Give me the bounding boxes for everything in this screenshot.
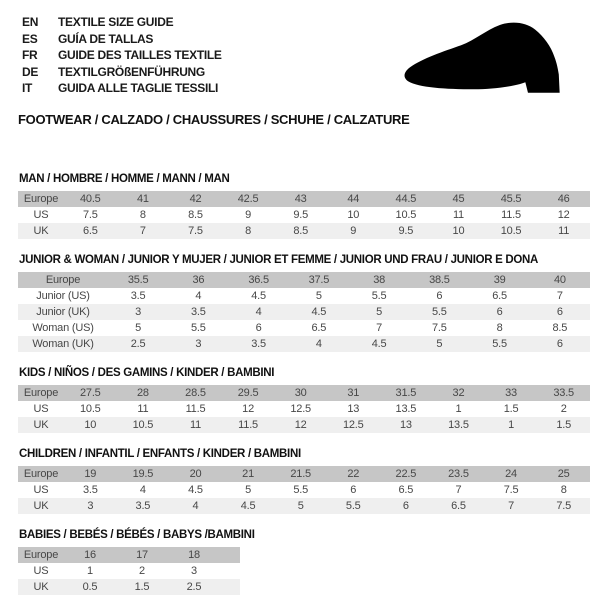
size-table [18, 547, 240, 595]
size-cell: 27.5 [79, 386, 101, 399]
size-cell: 21.5 [290, 467, 311, 480]
size-cell: 19 [84, 467, 97, 480]
size-cell: 10.5 [500, 224, 522, 237]
row-label-cell: Europe [23, 386, 59, 399]
size-cell: 46 [557, 192, 570, 205]
table-title: MAN / HOMBRE / HOMME / MANN / MAN [19, 172, 230, 185]
row-label-cell: US [33, 208, 49, 221]
size-cell: 13 [399, 418, 412, 431]
size-cell: 10 [452, 224, 465, 237]
size-cell: 8.5 [188, 208, 203, 221]
language-code: IT [22, 81, 33, 95]
spacer-cell [220, 547, 240, 563]
size-cell: 31.5 [395, 386, 417, 399]
size-cell: 11 [137, 402, 149, 415]
size-cell: 3.5 [130, 289, 146, 302]
size-cell: 18 [188, 548, 200, 561]
table-row [18, 385, 590, 401]
size-cell: 6.5 [451, 499, 466, 512]
size-cell: 45 [452, 192, 465, 205]
size-cell: 7 [556, 289, 563, 302]
size-cell: 44 [347, 192, 360, 205]
table-row [18, 547, 240, 563]
size-cell: 7 [455, 483, 462, 496]
size-table [18, 385, 590, 433]
size-cell: 5 [245, 483, 252, 496]
row-label-cell: UK [33, 418, 49, 431]
table-row [18, 223, 590, 239]
size-cell: 6 [350, 483, 357, 496]
size-section [18, 448, 590, 514]
size-cell: 7.5 [82, 208, 98, 221]
size-cell: 42 [189, 192, 202, 205]
size-cell: 7 [376, 321, 383, 334]
size-cell: 3 [87, 499, 94, 512]
size-cell: 10.5 [79, 402, 101, 415]
size-cell: 8 [139, 208, 146, 221]
row-label-cell: US [33, 483, 49, 496]
size-cell: 2 [560, 402, 567, 415]
size-cell: 12 [242, 402, 254, 415]
size-cell: 6 [556, 337, 563, 350]
language-code: ES [22, 31, 38, 46]
size-cell: 5 [436, 337, 443, 350]
size-cell: 21 [242, 467, 254, 480]
size-cell: 23.5 [448, 467, 469, 480]
size-cell: 10 [347, 208, 360, 221]
size-cell: 1.5 [556, 418, 572, 431]
size-cell: 32 [452, 386, 465, 399]
size-cell: 10.5 [395, 208, 417, 221]
language-label: GUIDA ALLE TAGLIE TESSILI [58, 81, 219, 95]
size-cell: 3 [191, 564, 197, 577]
size-cell: 4.5 [240, 499, 256, 512]
size-cell: 3.5 [135, 499, 151, 512]
size-cell: 25 [557, 467, 570, 480]
table-row [18, 207, 590, 223]
size-cell: 19.5 [132, 467, 154, 480]
size-cell: 9.5 [398, 224, 414, 237]
table-row [18, 563, 240, 579]
size-cell: 3 [195, 337, 202, 350]
size-cell: 43 [294, 192, 307, 205]
size-cell: 7 [139, 224, 146, 237]
row-label-cell: Woman (UK) [32, 337, 94, 350]
row-label-cell: UK [33, 580, 49, 593]
size-cell: 13.5 [448, 418, 469, 431]
size-cell: 3.5 [82, 483, 98, 496]
row-label-cell: Europe [23, 467, 59, 480]
row-label-cell: Junior (UK) [36, 305, 90, 318]
size-cell: 5.5 [293, 483, 309, 496]
table-title: JUNIOR & WOMAN / JUNIOR Y MUJER / JUNIOR ET FEMME / JUNIOR UND FRAU / JUNIOR E DONA [19, 253, 539, 266]
size-cell: 9 [245, 208, 252, 221]
size-cell: 13.5 [395, 402, 417, 415]
size-cell: 8.5 [293, 224, 309, 237]
size-cell: 1 [508, 418, 514, 431]
size-cell: 8 [245, 224, 252, 237]
table-row [18, 304, 590, 320]
size-cell: 16 [84, 548, 96, 561]
size-cell: 12.5 [290, 402, 311, 415]
size-cell: 5 [376, 305, 383, 318]
size-cell: 1.5 [503, 402, 519, 415]
table-row [18, 498, 590, 514]
size-cell: 2.5 [186, 580, 202, 593]
row-label-cell: Europe [23, 192, 59, 205]
language-code: EN [22, 15, 39, 29]
size-cell: 30 [294, 386, 307, 399]
size-cell: 4.5 [251, 289, 266, 302]
size-cell: 5.5 [191, 321, 206, 334]
size-cell: 5.5 [345, 499, 361, 512]
language-code: DE [22, 64, 39, 79]
size-cell: 7.5 [556, 499, 572, 512]
spacer-cell [220, 563, 240, 579]
size-cell: 36.5 [248, 273, 269, 286]
size-cell: 1 [455, 402, 462, 415]
size-cell: 10 [84, 418, 97, 431]
size-section [18, 173, 590, 239]
size-cell: 4 [139, 483, 146, 496]
language-label: GUIDE DES TAILLES TEXTILE [58, 48, 222, 62]
shoe-icon [395, 18, 580, 106]
size-cell: 29.5 [237, 386, 259, 399]
size-cell: 17 [136, 548, 148, 561]
size-cell: 1 [87, 564, 93, 577]
row-label-cell: UK [33, 224, 49, 237]
size-cell: 12 [557, 208, 570, 221]
size-cell: 38 [373, 273, 386, 286]
table-row [18, 272, 590, 288]
size-cell: 20 [189, 467, 202, 480]
size-cell: 5 [135, 321, 142, 334]
table-row [18, 191, 590, 207]
size-table [18, 191, 590, 239]
row-label-cell: US [33, 402, 49, 415]
row-label-cell: Europe [45, 273, 81, 286]
size-cell: 42.5 [237, 192, 259, 205]
size-cell: 11.5 [501, 208, 521, 221]
size-cell: 8 [560, 483, 567, 496]
size-cell: 11 [189, 418, 201, 431]
row-label-cell: US [33, 564, 49, 577]
size-cell: 9 [350, 224, 357, 237]
size-section [18, 529, 590, 595]
size-cell: 11 [452, 208, 464, 221]
size-cell: 4 [192, 499, 199, 512]
size-cell: 2.5 [130, 337, 146, 350]
language-label: TEXTILGRÖßENFÜHRUNG [58, 64, 205, 79]
size-cell: 24 [505, 467, 517, 480]
size-cell: 3.5 [191, 305, 206, 318]
size-cell: 35.5 [127, 273, 149, 286]
size-cell: 7 [508, 499, 514, 512]
table-title: BABIES / BEBÉS / BÉBÉS / BABYS /BAMBINI [19, 528, 255, 541]
size-cell: 4.5 [311, 305, 327, 318]
size-cell: 45.5 [500, 192, 522, 205]
size-cell: 28 [136, 386, 149, 399]
size-cell: 1.5 [134, 580, 150, 593]
size-cell: 4.5 [371, 337, 387, 350]
size-cell: 22 [347, 467, 360, 480]
language-label: TEXTILE SIZE GUIDE [58, 15, 174, 29]
size-cell: 6 [255, 321, 262, 334]
size-cell: 11 [558, 224, 570, 237]
size-cell: 10.5 [132, 418, 154, 431]
size-cell: 6.5 [398, 483, 414, 496]
size-cell: 44.5 [395, 192, 417, 205]
size-cell: 5 [297, 499, 304, 512]
size-cell: 5.5 [371, 289, 387, 302]
size-cell: 6.5 [311, 321, 327, 334]
size-cell: 6.5 [492, 289, 507, 302]
size-section [18, 254, 590, 352]
size-cell: 6 [436, 289, 443, 302]
size-cell: 22.5 [395, 467, 417, 480]
size-cell: 39 [493, 273, 506, 286]
size-cell: 33 [505, 386, 517, 399]
size-cell: 31 [347, 386, 360, 399]
row-label-cell: Woman (US) [32, 321, 94, 334]
size-cell: 9.5 [293, 208, 309, 221]
size-cell: 4.5 [188, 483, 203, 496]
size-cell: 13 [347, 402, 360, 415]
table-row [18, 336, 590, 352]
size-cell: 5.5 [492, 337, 507, 350]
size-cell: 8.5 [552, 321, 568, 334]
size-cell: 3.5 [251, 337, 266, 350]
size-cell: 7.5 [432, 321, 447, 334]
table-row [18, 466, 590, 482]
size-cell: 11.5 [238, 418, 258, 431]
size-cell: 33.5 [553, 386, 574, 399]
size-cell: 4 [195, 289, 202, 302]
size-cell: 3 [135, 305, 142, 318]
table-row [18, 482, 590, 498]
size-cell: 41 [136, 192, 149, 205]
table-row [18, 579, 240, 595]
size-cell: 36 [192, 273, 205, 286]
table-row [18, 320, 590, 336]
size-cell: 11.5 [185, 402, 206, 415]
size-cell: 7.5 [188, 224, 203, 237]
size-cell: 6 [496, 305, 503, 318]
size-cell: 7.5 [503, 483, 519, 496]
size-cell: 6 [556, 305, 563, 318]
size-cell: 5 [315, 289, 322, 302]
row-label-cell: Junior (US) [36, 289, 90, 302]
size-cell: 28.5 [185, 386, 206, 399]
size-cell: 40 [553, 273, 566, 286]
size-tables [18, 173, 590, 595]
size-cell: 4 [315, 337, 322, 350]
size-cell: 12.5 [342, 418, 364, 431]
table-row [18, 288, 590, 304]
language-code: FR [22, 48, 38, 62]
size-cell: 0.5 [82, 580, 98, 593]
size-cell: 12 [294, 418, 307, 431]
category-title: FOOTWEAR / CALZADO / CHAUSSURES / SCHUHE / CALZATURE [18, 111, 410, 127]
size-table [18, 272, 590, 352]
language-label: GUÍA DE TALLAS [58, 31, 154, 46]
table-title: CHILDREN / INFANTIL / ENFANTS / KINDER / BAMBINI [19, 447, 301, 460]
size-cell: 5.5 [432, 305, 447, 318]
size-table [18, 466, 590, 514]
spacer-cell [220, 579, 240, 595]
size-section [18, 367, 590, 433]
row-label-cell: UK [33, 499, 49, 512]
size-cell: 8 [496, 321, 503, 334]
size-cell: 6.5 [82, 224, 98, 237]
size-cell: 38.5 [429, 273, 450, 286]
row-label-cell: Europe [23, 548, 59, 561]
size-cell: 4 [255, 305, 262, 318]
table-row [18, 417, 590, 433]
table-title: KIDS / NIÑOS / DES GAMINS / KINDER / BAMBINI [19, 366, 275, 379]
size-cell: 40.5 [79, 192, 101, 205]
table-row [18, 401, 590, 417]
size-cell: 6 [402, 499, 409, 512]
size-cell: 37.5 [308, 273, 330, 286]
size-cell: 2 [139, 564, 145, 577]
